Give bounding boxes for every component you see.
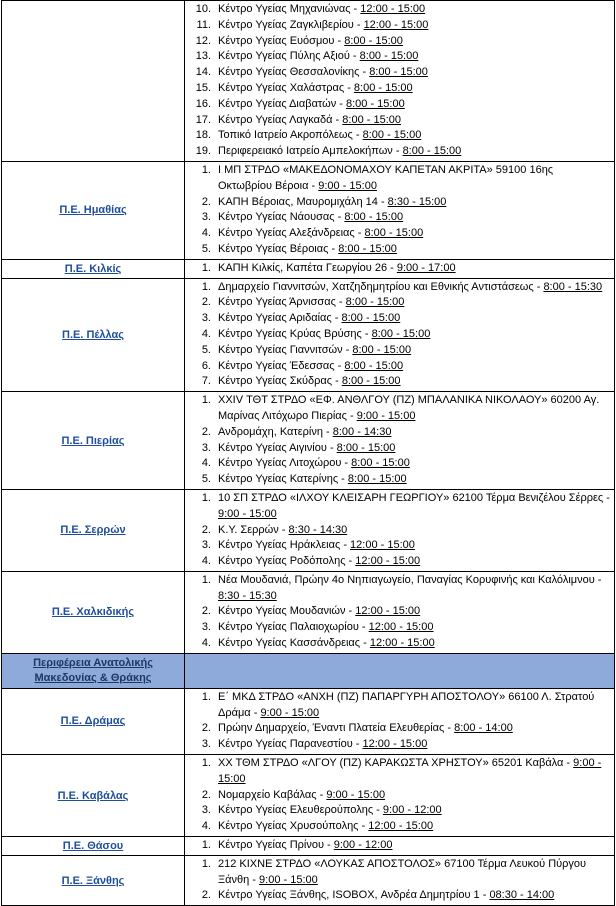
location-name: Κέντρο Υγείας Ζαγκλιβερίου - — [218, 18, 364, 31]
prefecture-cell — [2, 837, 185, 856]
location-text — [215, 425, 614, 441]
table-row — [2, 837, 615, 856]
location-name: Κέντρο Υγείας Κατερίνης - — [218, 473, 348, 486]
location-text — [215, 554, 614, 570]
locations-list — [185, 393, 614, 488]
location-name: Κέντρο Υγείας Ευόσμου - — [218, 34, 345, 47]
opening-hours: 8:00 - 15:00 — [344, 211, 404, 224]
item-number: 6. — [201, 359, 211, 372]
table-row — [2, 259, 615, 278]
location-name: Κέντρο Υγείας Μουδανιών - — [218, 605, 356, 618]
location-text — [215, 327, 614, 343]
opening-hours: 8:00 - 15:00 — [341, 375, 401, 388]
opening-hours: 8:00 - 14:00 — [454, 722, 513, 735]
location-text — [215, 242, 614, 258]
location-name: Κέντρο Υγείας Αιγινίου - — [218, 441, 337, 454]
location-name: ΚΑΠΗ Κιλκίς, Καπέτα Γεωργίου 26 - — [218, 261, 397, 274]
location-text — [215, 280, 614, 296]
location-text — [215, 472, 614, 488]
location-name: ΧΧ ΤΘΜ ΣΤΡΔΟ «ΛΓΟΥ (ΠΖ) ΚΑΡΑΚΩΣΤΑ ΧΡΗΣΤΟΥ» 65201 Καβάλα - — [218, 757, 574, 770]
opening-hours: 9:00 - 15:00 — [318, 179, 377, 192]
list-item — [185, 97, 614, 113]
locations-cell — [185, 489, 615, 571]
location-name: Κέντρο Υγείας Βέροιας - — [218, 242, 339, 255]
location-name: Νέα Μουδανιά, Πρώην 4ο Νηπιαγωγείο, Παναγίας Κορυφινής και Καλόλιμνου - — [218, 573, 602, 586]
opening-hours: 8:30 - 15:30 — [218, 589, 277, 602]
item-number: 19. — [195, 145, 211, 158]
table-row — [2, 392, 615, 490]
location-name: Περιφερειακό Ιατρείο Αμπελοκήπων - — [218, 145, 403, 158]
location-name: Δημαρχείο Γιαννιτσών, Χατζηδημητρίου και Εθνικής Αντιστάσεως - — [218, 280, 544, 293]
item-number: 1. — [201, 280, 211, 293]
prefecture-link[interactable]: Π.Ε. Δράμας — [60, 715, 126, 728]
location-name: Κέντρο Υγείας Αριδαίας - — [218, 312, 342, 325]
list-item — [185, 210, 614, 226]
list-item — [185, 311, 614, 327]
list-item — [185, 737, 614, 753]
list-item — [185, 620, 614, 636]
location-name: Κέντρο Υγείας Νάουσας - — [218, 211, 345, 224]
item-number: 5. — [201, 473, 211, 486]
list-item — [185, 359, 614, 375]
prefecture-link[interactable]: Π.Ε. Πιερίας — [61, 434, 125, 447]
list-item — [185, 857, 614, 889]
location-text — [215, 604, 614, 620]
item-number: 17. — [195, 113, 211, 126]
item-number: 4. — [201, 637, 211, 650]
location-text — [215, 788, 614, 804]
location-text — [215, 261, 614, 277]
location-text — [215, 128, 614, 144]
item-number: 3. — [201, 539, 211, 552]
location-name: Κέντρο Υγείας Λιτοχώρου - — [218, 457, 352, 470]
list-item — [185, 343, 614, 359]
location-text — [215, 756, 614, 788]
item-number: 1. — [201, 163, 211, 176]
item-number: 11. — [196, 18, 211, 31]
list-item — [185, 441, 614, 457]
location-text — [215, 195, 614, 211]
opening-hours: 12:00 - 15:00 — [363, 18, 429, 31]
location-text — [215, 819, 614, 835]
prefecture-link[interactable]: Π.Ε. Καβάλας — [57, 789, 129, 802]
table-row — [2, 161, 615, 259]
opening-hours: 8:00 - 15:00 — [364, 227, 424, 240]
list-item — [185, 456, 614, 472]
table-row — [2, 489, 615, 571]
item-number: 1. — [201, 857, 211, 870]
location-name: Κέντρο Υγείας Χρυσούπολης - — [218, 820, 369, 833]
location-text — [215, 441, 614, 457]
location-text — [215, 65, 614, 81]
location-name: Ανδρομάχη, Κατερίνη - — [218, 425, 333, 438]
locations-list — [185, 838, 614, 854]
item-number: 3. — [201, 211, 211, 224]
location-text — [215, 144, 614, 160]
item-number: 2. — [201, 296, 211, 309]
prefecture-cell — [2, 688, 185, 754]
table-row — [2, 1, 615, 162]
location-text — [215, 374, 614, 390]
location-name: Κέντρο Υγείας Παρανεστίου - — [218, 738, 363, 751]
opening-hours: 8:00 - 15:30 — [543, 280, 603, 293]
location-name: Κέντρο Υγείας Κασσάνδρειας - — [218, 637, 370, 650]
list-item — [185, 128, 614, 144]
opening-hours: 8:00 - 15:00 — [371, 327, 431, 340]
prefecture-link[interactable]: Π.Ε. Θάσου — [62, 839, 124, 852]
location-name: Κέντρο Υγείας Χαλάστρας - — [218, 81, 354, 94]
opening-hours: 12:00 - 15:00 — [368, 621, 434, 634]
locations-list — [185, 163, 614, 258]
prefecture-cell — [2, 392, 185, 490]
prefecture-cell — [2, 855, 185, 905]
location-name: Κέντρο Υγείας Ηράκλειας - — [218, 539, 351, 552]
item-number: 13. — [195, 50, 211, 63]
prefecture-link[interactable]: Π.Ε. Κιλκίς — [64, 262, 122, 275]
location-name: Κέντρο Υγείας Σκύδρας - — [218, 375, 342, 388]
list-item — [185, 34, 614, 50]
opening-hours: 12:00 - 15:00 — [368, 820, 434, 833]
location-name: ΚΑΠΗ Βέροιας, Μαυρομιχάλη 14 - — [218, 195, 388, 208]
list-item — [185, 163, 614, 195]
item-number: 2. — [201, 605, 211, 618]
locations-list — [185, 857, 614, 904]
opening-hours: 9:00 - 12:00 — [333, 839, 393, 852]
locations-cell — [185, 161, 615, 259]
location-name: 212 ΚΙΧΝΕ ΣΤΡΔΟ «ΛΟΥΚΑΣ ΑΠΟΣΤΟΛΟΣ» 67100 Τέρμα Λευκού Πύργου Ξάνθη - — [218, 857, 587, 886]
locations-list — [185, 261, 614, 277]
location-name: Κέντρο Υγείας Διαβατών - — [218, 97, 346, 110]
prefecture-cell — [2, 489, 185, 571]
location-text — [215, 523, 614, 539]
item-number: 3. — [201, 621, 211, 634]
locations-cell — [185, 1, 615, 162]
location-text — [215, 311, 614, 327]
opening-hours: 8:30 - 15:00 — [387, 195, 447, 208]
opening-hours: 8:00 - 15:00 — [344, 359, 404, 372]
list-item — [185, 604, 614, 620]
list-item — [185, 81, 614, 97]
table-row — [2, 855, 615, 905]
location-name: Τοπικό Ιατρείο Ακροπόλεως - — [218, 129, 363, 142]
location-text — [215, 2, 614, 18]
item-number: 14. — [195, 66, 211, 79]
prefecture-cell — [2, 755, 185, 837]
location-name: Κέντρο Υγείας Αλεξάνδρειας - — [218, 227, 365, 240]
item-number: 4. — [201, 457, 211, 470]
item-number: 2. — [201, 722, 211, 735]
table-row — [2, 278, 615, 392]
location-name: Κέντρο Υγείας Άρνισσας - — [218, 296, 346, 309]
opening-hours: 8:00 - 15:00 — [359, 50, 419, 63]
list-item — [185, 49, 614, 65]
location-text — [215, 97, 614, 113]
location-name: Πρώην Δημαρχείο, Έναντι Πλατεία Ελευθερίας - — [218, 722, 455, 735]
list-item — [185, 554, 614, 570]
locations-cell — [185, 571, 615, 653]
opening-hours: 8:00 - 15:00 — [338, 242, 397, 255]
opening-hours: 12:00 - 15:00 — [369, 637, 435, 650]
prefecture-link[interactable]: Π.Ε. Σερρών — [60, 524, 126, 537]
location-text — [215, 359, 614, 375]
opening-hours: 9:00 - 15:00 — [218, 757, 602, 785]
location-text — [215, 295, 614, 311]
opening-hours: 9:00 - 17:00 — [396, 261, 456, 274]
location-text — [215, 803, 614, 819]
prefecture-cell — [2, 259, 185, 278]
opening-hours: 12:00 - 15:00 — [362, 738, 428, 751]
opening-hours: 8:00 - 15:00 — [344, 34, 403, 47]
location-name: Ε΄ ΜΚΔ ΣΤΡΔΟ «ΑΝΧΗ (ΠΖ) ΠΑΠΑΡΓΥΡΗ ΑΠΟΣΤΟΛΟΥ» 66100 Λ. Στρατού Δράμα - — [218, 690, 595, 719]
location-name: Κέντρο Υγείας Ελευθερούπολης - — [218, 804, 383, 817]
item-number: 12. — [195, 34, 211, 47]
location-name: Κέντρο Υγείας Κρύας Βρύσης - — [218, 327, 372, 340]
item-number: 3. — [201, 312, 211, 325]
location-name: Νομαρχείο Καβάλας - — [218, 788, 327, 801]
vaccination-centers-table — [1, 0, 615, 906]
opening-hours: 8:00 - 15:00 — [342, 113, 401, 126]
location-text — [215, 636, 614, 652]
list-item — [185, 144, 614, 160]
list-item — [185, 393, 614, 425]
location-name: Κέντρο Υγείας Γιαννιτσών - — [218, 343, 353, 356]
prefecture-link[interactable]: Π.Ε. Ημαθίας — [59, 204, 127, 217]
list-item — [185, 113, 614, 129]
region-header-empty-cell — [185, 653, 615, 688]
locations-cell — [185, 259, 615, 278]
list-item — [185, 261, 614, 277]
list-item — [185, 2, 614, 18]
list-item — [185, 327, 614, 343]
location-name: Ι ΜΠ ΣΤΡΔΟ «ΜΑΚΕΔΟΝΟΜΑΧΟΥ ΚΑΠΕΤΑΝ ΑΚΡΙΤΑ» 59100 16ης Οκτωβρίου Βέροια - — [218, 163, 554, 192]
location-text — [215, 721, 614, 737]
location-text — [215, 620, 614, 636]
location-text — [215, 538, 614, 554]
locations-list — [185, 2, 614, 160]
opening-hours: 9:00 - 15:00 — [260, 706, 320, 719]
list-item — [185, 803, 614, 819]
location-name: Κέντρο Υγείας Πύλης Αξιού - — [218, 50, 360, 63]
list-item — [185, 242, 614, 258]
prefecture-cell — [2, 571, 185, 653]
list-item — [185, 472, 614, 488]
location-text — [215, 737, 614, 753]
opening-hours: 12:00 - 15:00 — [350, 539, 415, 552]
table-row — [2, 571, 615, 653]
locations-cell — [185, 278, 615, 392]
location-text — [215, 18, 614, 34]
locations-list — [185, 573, 614, 652]
locations-cell — [185, 855, 615, 905]
locations-list — [185, 756, 614, 835]
prefecture-cell — [2, 278, 185, 392]
location-text — [215, 210, 614, 226]
prefecture-cell — [2, 1, 185, 162]
table-body-section-2 — [2, 688, 615, 905]
prefecture-link[interactable]: Π.Ε. Πέλλας — [62, 328, 124, 341]
list-item — [185, 226, 614, 242]
item-number: 2. — [201, 425, 211, 438]
item-number: 3. — [201, 441, 211, 454]
item-number: 3. — [201, 738, 211, 751]
item-number: 1. — [201, 261, 211, 274]
opening-hours: 8:00 - 15:00 — [345, 296, 405, 309]
list-item — [185, 756, 614, 788]
location-text — [215, 456, 614, 472]
item-number: 1. — [201, 839, 211, 852]
list-item — [185, 18, 614, 34]
region-header-section — [2, 653, 615, 688]
opening-hours: 08:30 - 14:00 — [489, 889, 555, 902]
location-name: Κ.Υ. Σερρών - — [218, 523, 289, 536]
prefecture-link[interactable]: Π.Ε. Χαλκιδικής — [51, 606, 135, 619]
list-item — [185, 374, 614, 390]
item-number: 2. — [201, 523, 211, 536]
opening-hours: 8:00 - 15:00 — [369, 66, 428, 79]
region-header-row — [2, 653, 615, 688]
opening-hours: 8:00 - 15:00 — [345, 97, 405, 110]
list-item — [185, 538, 614, 554]
list-item — [185, 65, 614, 81]
table-body-section-1 — [2, 1, 615, 654]
list-item — [185, 523, 614, 539]
opening-hours: 12:00 - 15:00 — [355, 555, 421, 568]
item-number: 5. — [201, 242, 211, 255]
list-item — [185, 280, 614, 296]
prefecture-cell — [2, 161, 185, 259]
location-text — [215, 857, 614, 889]
item-number: 18. — [195, 129, 211, 142]
item-number: 2. — [201, 889, 211, 902]
opening-hours: 8:00 - 15:00 — [347, 473, 407, 486]
location-name: ΧΧΙV ΤΘΤ ΣΤΡΔΟ «ΕΦ. ΑΝΘΛΓΟΥ (ΠΖ) ΜΠΑΛΑΝΙΚΑ ΝΙΚΟΛΑΟΥ» 60200 Αγ. Μαρίνας Λιτόχωρο Πιερίας - — [218, 394, 600, 422]
item-number: 10. — [195, 3, 211, 15]
opening-hours: 9:00 - 15:00 — [259, 873, 318, 886]
opening-hours: 9:00 - 15:00 — [326, 788, 386, 801]
location-text — [215, 81, 614, 97]
list-item — [185, 788, 614, 804]
location-name: Κέντρο Υγείας Λαγκαδά - — [218, 113, 343, 126]
locations-cell — [185, 837, 615, 856]
locations-list — [185, 491, 614, 570]
list-item — [185, 888, 614, 904]
location-text — [215, 888, 614, 904]
location-name: Κέντρο Υγείας Μηχανιώνας - — [218, 3, 361, 15]
location-name: Κέντρο Υγείας Ξάνθης, ISOBOX, Ανδρέα Δημητρίου 1 - — [218, 889, 490, 902]
opening-hours: 8:00 - 15:00 — [351, 457, 410, 470]
opening-hours: 8:00 - 15:00 — [362, 129, 422, 142]
location-text — [215, 113, 614, 129]
list-item — [185, 295, 614, 311]
list-item — [185, 721, 614, 737]
locations-list — [185, 690, 614, 753]
table-row — [2, 688, 615, 754]
item-number: 4. — [201, 555, 211, 568]
opening-hours: 8:00 - 15:00 — [353, 81, 413, 94]
location-name: Κέντρο Υγείας Πρίνου - — [218, 839, 334, 852]
opening-hours: 8:30 - 14:30 — [288, 523, 348, 536]
location-text — [215, 393, 614, 425]
opening-hours: 8:00 - 15:00 — [341, 312, 401, 325]
item-number: 15. — [195, 81, 211, 94]
item-number: 5. — [201, 343, 211, 356]
opening-hours: 8:00 - 15:00 — [402, 145, 462, 158]
item-number: 1. — [201, 690, 211, 703]
list-item — [185, 425, 614, 441]
table-row — [2, 755, 615, 837]
item-number: 1. — [201, 491, 211, 504]
item-number: 1. — [201, 757, 211, 770]
item-number: 2. — [201, 195, 211, 208]
list-item — [185, 690, 614, 722]
opening-hours: 12:00 - 15:00 — [360, 3, 426, 15]
item-number: 2. — [201, 788, 211, 801]
location-text — [215, 226, 614, 242]
item-number: 4. — [201, 227, 211, 240]
location-text — [215, 690, 614, 722]
location-text — [215, 573, 614, 605]
opening-hours: 8:00 - 15:00 — [352, 343, 412, 356]
region-header: Περιφέρεια Ανατολικής Μακεδονίας & Θράκης — [2, 653, 185, 688]
opening-hours: 9:00 - 12:00 — [382, 804, 442, 817]
list-item — [185, 838, 614, 854]
location-name: Κέντρο Υγείας Έδεσσας - — [218, 359, 345, 372]
location-text — [215, 343, 614, 359]
location-name: Κέντρο Υγείας Θεσσαλονίκης - — [218, 66, 370, 79]
opening-hours: 8:00 - 15:00 — [336, 441, 396, 454]
list-item — [185, 573, 614, 605]
item-number: 4. — [201, 327, 211, 340]
locations-cell — [185, 392, 615, 490]
location-text — [215, 163, 614, 195]
location-text — [215, 491, 614, 523]
item-number: 3. — [201, 804, 211, 817]
location-text — [215, 49, 614, 65]
item-number: 1. — [201, 573, 211, 586]
location-name: 10 ΣΠ ΣΤΡΔΟ «ΙΛΧΟΥ ΚΛΕΙΣΑΡΗ ΓΕΩΡΓΙΟΥ» 62100 Τέρμα Βενιζέλου Σέρρες - — [218, 491, 610, 504]
opening-hours: 12:00 - 15:00 — [355, 605, 421, 618]
list-item — [185, 636, 614, 652]
item-number: 7. — [201, 375, 211, 388]
locations-cell — [185, 755, 615, 837]
list-item — [185, 195, 614, 211]
opening-hours: 9:00 - 15:00 — [218, 507, 277, 520]
locations-list — [185, 280, 614, 391]
location-name: Κέντρο Υγείας Ροδόπολης - — [218, 555, 356, 568]
item-number: 1. — [201, 394, 211, 407]
locations-cell — [185, 688, 615, 754]
prefecture-link[interactable]: Π.Ε. Ξάνθης — [61, 874, 125, 887]
location-text — [215, 838, 614, 854]
list-item — [185, 819, 614, 835]
opening-hours: 9:00 - 15:00 — [356, 409, 416, 422]
item-number: 16. — [195, 97, 211, 110]
item-number: 4. — [201, 820, 211, 833]
opening-hours: 8:00 - 14:30 — [332, 425, 392, 438]
location-name: Κέντρο Υγείας Παλαιοχωρίου - — [218, 621, 369, 634]
location-text — [215, 34, 614, 50]
list-item — [185, 491, 614, 523]
